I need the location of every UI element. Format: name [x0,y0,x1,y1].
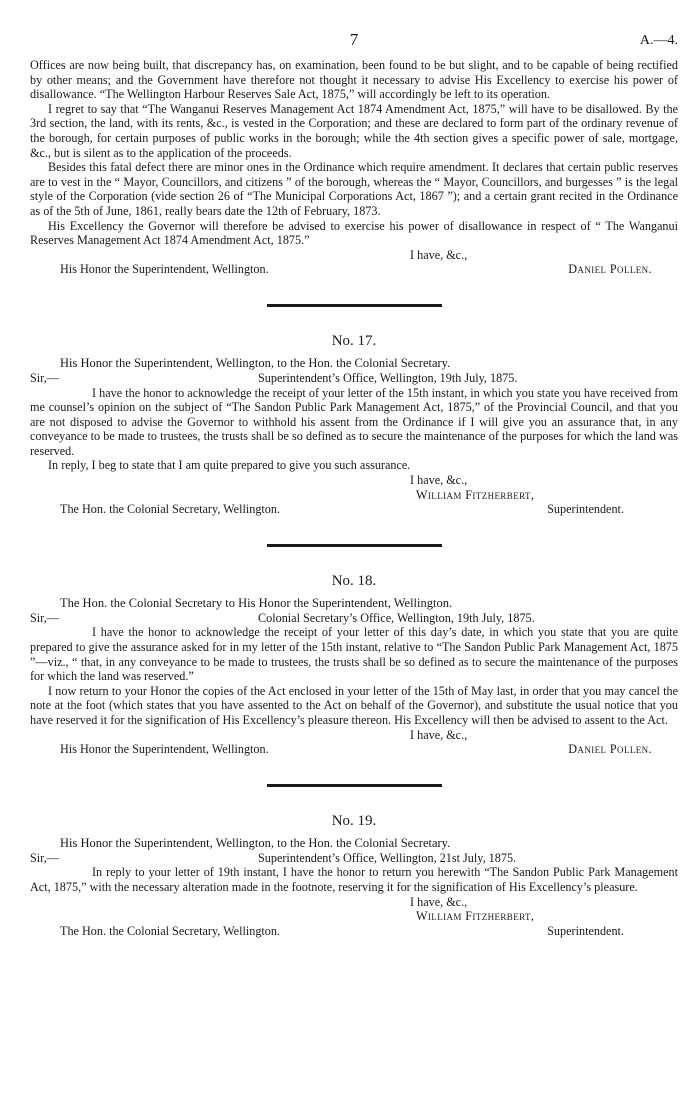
signature-row [30,924,678,939]
page-header [30,28,678,58]
signature: William Fitzherbert, [416,909,535,924]
signature-row [30,502,678,517]
page-number: 7 [349,30,359,49]
section-divider [267,544,442,547]
continued-letter [30,58,678,277]
letter-19 [30,813,678,939]
document-page [30,28,678,938]
signature: William Fitzherbert, [416,487,535,502]
section-divider [267,784,442,787]
addressee: His Honor the Superintendent, Wellington. [60,742,269,757]
letter-from-to: His Honor the Superintendent, Wellington, to the Hon. the Colonial Secretary. [60,355,451,370]
paragraph: I now return to your Honor the copies of the Act enclosed in your letter of the 15th of May last, in order that you may cancel the note at the foot (which states that you have assented to the Act on behalf of the Governor), and substitute the usual notice that you have reserved it for the signification of His Excellency’s pleasure thereon. His Excellency will then be advised to assent to the Act. [30,683,678,727]
place-date: Superintendent’s Office, Wellington, 19th July, 1875. [258,370,518,385]
salutation-row [30,371,678,386]
salutation: Sir,— [30,850,59,865]
letter-from-to: The Hon. the Colonial Secretary to His Honor the Superintendent, Wellington. [60,595,453,610]
closing: I have, &c., [410,894,468,909]
salutation: Sir,— [30,610,59,625]
letter-number: No. 18. [331,572,377,589]
signature: Daniel Pollen. [568,262,652,277]
paragraph: Besides this fatal defect there are minor ones in the Ordinance which require amendment. It declares that certain public reserves are to vest in the “ Mayor, Councillors, and citizens ” of the borough, whereas the “ Mayor, Councillors, and burgesses ” is the legal style of the Corporation (vide section 26 of “The Municipal Corporations Act, 1867 ”); and a certain grant recited in the Ordinance as of the 5th of June, 1861, really bears date the 12th of February, 1873. [30,160,678,218]
paragraph: I regret to say that “The Wanganui Reserves Management Act 1874 Amendment Act, 1875,” will have to be disallowed. By the 3rd section, the land, with its rents, &c., is vested in the Corporation; and these are declared to form part of the ordinary revenue of the borough, for certain purposes of public works in the borough; while the 4th section gives a specific power of sale, mortgage, &c., but is silent as to the application of the proceeds. [30,101,678,160]
salutation-row [30,851,678,866]
salutation: Sir,— [30,370,59,385]
signature-row [30,742,678,757]
document-reference: A.—4. [639,33,678,48]
letter-from-to: His Honor the Superintendent, Wellington, to the Hon. the Colonial Secretary. [60,835,451,850]
closing: I have, &c., [410,473,468,488]
paragraph: I have the honor to acknowledge the receipt of your letter of this day’s date, in which you state that you are quite prepared to give the assurance asked for in my letter of the 15th instant, relative to “The Sandon Public Park Management Act, 1875 ”—viz., “ that, in any conveyance to be made to trustees, the trusts shall be so defined as to secure the maintenance of the purposes for which the land was reserved.” [30,625,678,684]
closing: I have, &c., [410,247,468,262]
paragraph: In reply, I beg to state that I am quite prepared to give you such assurance. [48,458,411,473]
paragraph: I have the honor to acknowledge the receipt of your letter of the 15th instant, in which you state you have received from me counsel’s opinion on the subject of “The Sandon Public Park Management Act, 1875,” of the Provincial Council, and that you are not disposed to advise the Governor to withhold his assent from the Ordinance if I will give you an assurance that, in any conveyance to be made to trustees, the trusts shall be so defined as to secure the maintenance of the purposes for which the land was reserved. [30,385,678,458]
letter-number: No. 19. [331,812,377,829]
paragraph: In reply to your letter of 19th instant, I have the honor to return you herewith “The Sandon Public Park Management Act, 1875,” with the necessary alteration made in the footnote, reserving it for the signification of His Excellency’s pleasure. [30,865,678,894]
letter-17 [30,333,678,517]
paragraph: His Excellency the Governor will therefore be advised to exercise his power of disallowance in respect of “ The Wanganui Reserves Management Act 1874 Amendment Act, 1875.” [30,218,678,248]
signature-row [30,262,678,277]
addressee: The Hon. the Colonial Secretary, Wellington. [60,502,281,517]
paragraph: Offices are now being built, that discrepancy has, on examination, been found to be but slight, and to be capable of being rectified by other means; and the Government have therefore not thought it necessary to advise His Excellency to exercise his power of disallowance. “The Wellington Harbour Reserves Sale Act, 1875,” will accordingly be left to its operation. [30,58,678,102]
place-date: Colonial Secretary’s Office, Wellington, 19th July, 1875. [258,610,535,625]
place-date: Superintendent’s Office, Wellington, 21st July, 1875. [258,850,517,865]
letter-18 [30,573,678,757]
signer-title: Superintendent. [547,502,624,517]
signer-title: Superintendent. [547,923,624,938]
signature: Daniel Pollen. [568,742,652,757]
addressee: His Honor the Superintendent, Wellington. [60,262,269,277]
addressee: The Hon. the Colonial Secretary, Wellington. [60,923,281,938]
closing: I have, &c., [410,727,468,742]
salutation-row [30,611,678,626]
section-divider [267,304,442,307]
letter-number: No. 17. [331,332,377,349]
